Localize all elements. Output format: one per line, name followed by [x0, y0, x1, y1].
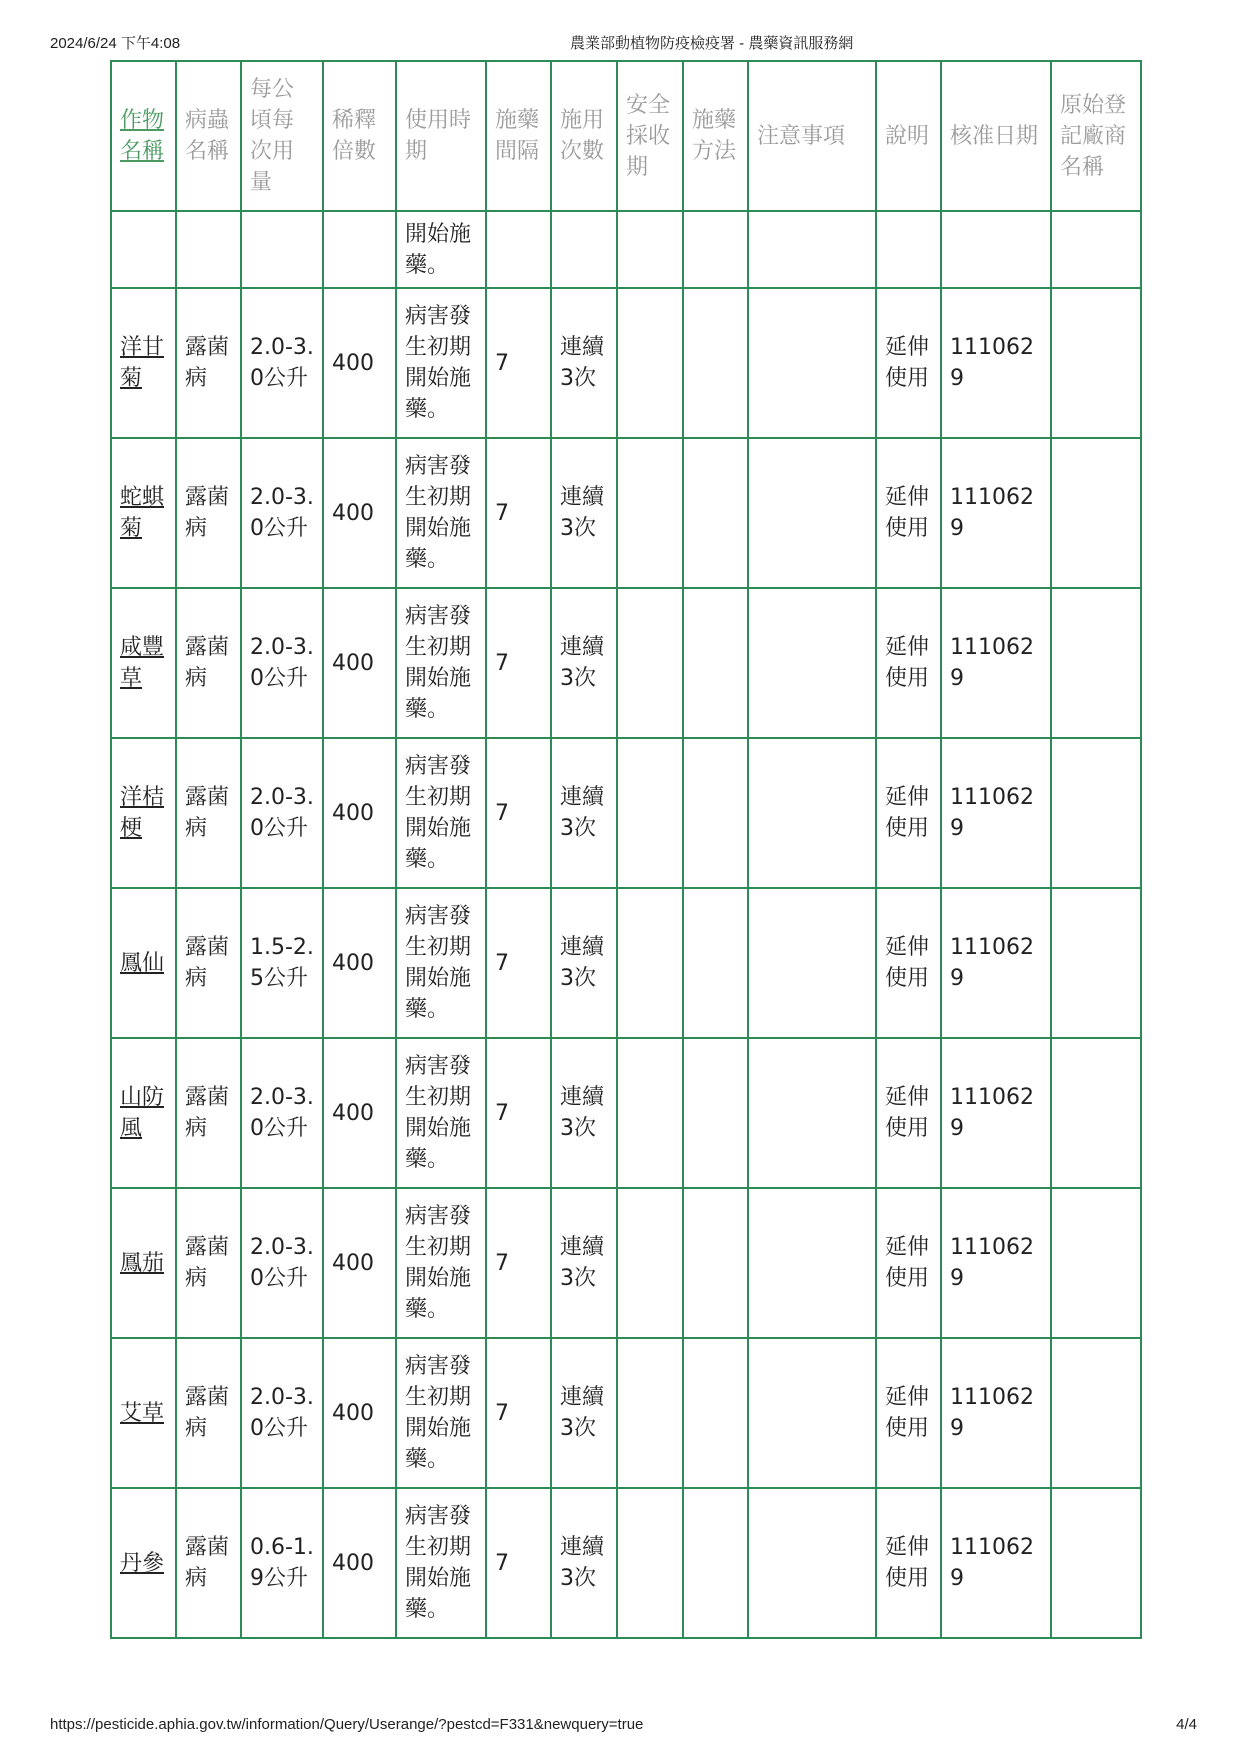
cell-notes	[748, 288, 876, 438]
cell-pest: 露菌病	[176, 1188, 241, 1338]
column-header-dosage: 每公頃每次用量	[241, 61, 323, 211]
cell-approval-date: 1110629	[941, 588, 1051, 738]
cell-times: 連續3次	[551, 888, 617, 1038]
cell-registrant	[1051, 1188, 1141, 1338]
column-header-notes: 注意事項	[748, 61, 876, 211]
cell-interval: 7	[486, 738, 551, 888]
column-header-period: 使用時期	[396, 61, 486, 211]
cell-period: 病害發生初期開始施藥。	[396, 588, 486, 738]
column-header-pest: 病蟲名稱	[176, 61, 241, 211]
page-number: 4/4	[1176, 1716, 1197, 1733]
cell-approval-date: 1110629	[941, 888, 1051, 1038]
column-header-approval-date: 核准日期	[941, 61, 1051, 211]
cell-dilution: 400	[323, 588, 396, 738]
column-header-description: 說明	[876, 61, 941, 211]
cell-notes	[748, 1038, 876, 1188]
cell-safe-harvest	[617, 888, 683, 1038]
cell-safe-harvest	[617, 1338, 683, 1488]
cell-safe-harvest	[617, 1188, 683, 1338]
page-url: https://pesticide.aphia.gov.tw/information/Query/Userange/?pestcd=F331&newquery=true	[50, 1716, 644, 1733]
cell-pest: 露菌病	[176, 288, 241, 438]
cell-crop-link[interactable]: 艾草	[111, 1338, 176, 1488]
column-header-safe-harvest: 安全採收期	[617, 61, 683, 211]
cell-registrant	[1051, 288, 1141, 438]
column-header-crop[interactable]: 作物名稱	[111, 61, 176, 211]
cell-approval-date: 1110629	[941, 738, 1051, 888]
cell-approval-date: 1110629	[941, 288, 1051, 438]
cell-dilution: 400	[323, 1038, 396, 1188]
cell-approval-date: 1110629	[941, 1188, 1051, 1338]
table-row	[111, 1488, 1141, 1638]
cell-crop-link[interactable]: 丹參	[111, 1488, 176, 1638]
table-row	[111, 288, 1141, 438]
cell-times: 連續3次	[551, 1488, 617, 1638]
table-row	[111, 738, 1141, 888]
cell-pest: 露菌病	[176, 738, 241, 888]
cell-method	[683, 1338, 748, 1488]
cell-period: 病害發生初期開始施藥。	[396, 1338, 486, 1488]
cell-dosage: 2.0-3.0公升	[241, 438, 323, 588]
cell-times: 連續3次	[551, 1038, 617, 1188]
cell-method	[683, 1188, 748, 1338]
cell-registrant	[1051, 438, 1141, 588]
cell-crop-link[interactable]: 洋甘菊	[111, 288, 176, 438]
cell-method	[683, 1488, 748, 1638]
table-header-row	[111, 61, 1141, 211]
cell-crop-link[interactable]: 鳳茄	[111, 1188, 176, 1338]
cell-description: 延伸使用	[876, 588, 941, 738]
cell-registrant	[1051, 1338, 1141, 1488]
print-page-title: 農業部動植物防疫檢疫署 - 農藥資訊服務網	[570, 35, 854, 52]
cell-period: 病害發生初期開始施藥。	[396, 1188, 486, 1338]
cell-pest: 露菌病	[176, 888, 241, 1038]
cell-interval: 7	[486, 1488, 551, 1638]
cell-crop-link[interactable]: 山防風	[111, 1038, 176, 1188]
cell-interval: 7	[486, 888, 551, 1038]
cell-approval-date: 1110629	[941, 1038, 1051, 1188]
cell-period: 病害發生初期開始施藥。	[396, 438, 486, 588]
column-header-interval: 施藥間隔	[486, 61, 551, 211]
cell-dosage: 2.0-3.0公升	[241, 1038, 323, 1188]
cell-times: 連續3次	[551, 588, 617, 738]
cell-description: 延伸使用	[876, 1488, 941, 1638]
cell-description: 延伸使用	[876, 288, 941, 438]
cell-method	[683, 588, 748, 738]
cell-pest: 露菌病	[176, 438, 241, 588]
cell-approval-date: 1110629	[941, 438, 1051, 588]
cell-times: 連續3次	[551, 1338, 617, 1488]
column-header-method: 施藥方法	[683, 61, 748, 211]
table-row	[111, 1338, 1141, 1488]
print-footer	[0, 1716, 1241, 1736]
cell-times: 連續3次	[551, 1188, 617, 1338]
cell-dosage: 2.0-3.0公升	[241, 288, 323, 438]
pesticide-usage-table	[110, 60, 1142, 1639]
cell-dosage: 2.0-3.0公升	[241, 1188, 323, 1338]
cell-dilution: 400	[323, 1188, 396, 1338]
cell-times: 連續3次	[551, 738, 617, 888]
cell-description: 延伸使用	[876, 438, 941, 588]
cell-pest: 露菌病	[176, 588, 241, 738]
cell-notes	[748, 1188, 876, 1338]
cell-period: 病害發生初期開始施藥。	[396, 1488, 486, 1638]
cell-dosage: 2.0-3.0公升	[241, 738, 323, 888]
cell-notes	[748, 1338, 876, 1488]
cell-notes	[748, 888, 876, 1038]
cell-notes	[748, 588, 876, 738]
cell-dilution: 400	[323, 288, 396, 438]
cell-dilution: 400	[323, 1338, 396, 1488]
cell-dilution: 400	[323, 438, 396, 588]
cell-safe-harvest	[617, 438, 683, 588]
cell-description: 延伸使用	[876, 738, 941, 888]
cell-registrant	[1051, 588, 1141, 738]
cell-pest: 露菌病	[176, 1038, 241, 1188]
cell-pest: 露菌病	[176, 1488, 241, 1638]
cell-safe-harvest	[617, 1038, 683, 1188]
cell-method	[683, 888, 748, 1038]
cell-dosage: 2.0-3.0公升	[241, 588, 323, 738]
column-header-times: 施用次數	[551, 61, 617, 211]
cell-dosage: 2.0-3.0公升	[241, 1338, 323, 1488]
cell-times: 連續3次	[551, 438, 617, 588]
cell-period: 開始施藥。	[396, 211, 486, 288]
cell-approval-date: 1110629	[941, 1488, 1051, 1638]
cell-registrant	[1051, 738, 1141, 888]
table-row	[111, 888, 1141, 1038]
cell-period: 病害發生初期開始施藥。	[396, 288, 486, 438]
cell-dilution: 400	[323, 888, 396, 1038]
cell-interval: 7	[486, 288, 551, 438]
cell-method	[683, 1038, 748, 1188]
cell-registrant	[1051, 1038, 1141, 1188]
cell-registrant	[1051, 888, 1141, 1038]
table-row-continuation	[111, 211, 1141, 288]
column-header-registrant: 原始登記廠商名稱	[1051, 61, 1141, 211]
table-row	[111, 588, 1141, 738]
cell-notes	[748, 738, 876, 888]
cell-approval-date: 1110629	[941, 1338, 1051, 1488]
cell-safe-harvest	[617, 588, 683, 738]
cell-registrant	[1051, 1488, 1141, 1638]
cell-crop-link[interactable]: 洋桔梗	[111, 738, 176, 888]
cell-description: 延伸使用	[876, 888, 941, 1038]
column-header-dilution: 稀釋倍數	[323, 61, 396, 211]
cell-crop-link[interactable]: 咸豐草	[111, 588, 176, 738]
cell-description: 延伸使用	[876, 1038, 941, 1188]
cell-method	[683, 738, 748, 888]
cell-period: 病害發生初期開始施藥。	[396, 738, 486, 888]
table-row	[111, 1188, 1141, 1338]
print-datetime: 2024/6/24 下午4:08	[50, 35, 181, 52]
cell-safe-harvest	[617, 288, 683, 438]
cell-dosage: 1.5-2.5公升	[241, 888, 323, 1038]
cell-interval: 7	[486, 438, 551, 588]
cell-description: 延伸使用	[876, 1338, 941, 1488]
cell-dosage: 0.6-1.9公升	[241, 1488, 323, 1638]
cell-dilution: 400	[323, 1488, 396, 1638]
cell-interval: 7	[486, 1188, 551, 1338]
cell-description: 延伸使用	[876, 1188, 941, 1338]
table-row	[111, 1038, 1141, 1188]
cell-crop-link[interactable]: 鳳仙	[111, 888, 176, 1038]
cell-period: 病害發生初期開始施藥。	[396, 888, 486, 1038]
cell-dilution: 400	[323, 738, 396, 888]
cell-crop-link[interactable]: 蛇蜞菊	[111, 438, 176, 588]
cell-interval: 7	[486, 1038, 551, 1188]
cell-times: 連續3次	[551, 288, 617, 438]
cell-pest: 露菌病	[176, 1338, 241, 1488]
cell-notes	[748, 1488, 876, 1638]
print-header	[0, 32, 1241, 52]
cell-method	[683, 288, 748, 438]
cell-interval: 7	[486, 588, 551, 738]
cell-period: 病害發生初期開始施藥。	[396, 1038, 486, 1188]
cell-notes	[748, 438, 876, 588]
cell-safe-harvest	[617, 738, 683, 888]
table-row	[111, 438, 1141, 588]
cell-safe-harvest	[617, 1488, 683, 1638]
cell-interval: 7	[486, 1338, 551, 1488]
cell-method	[683, 438, 748, 588]
